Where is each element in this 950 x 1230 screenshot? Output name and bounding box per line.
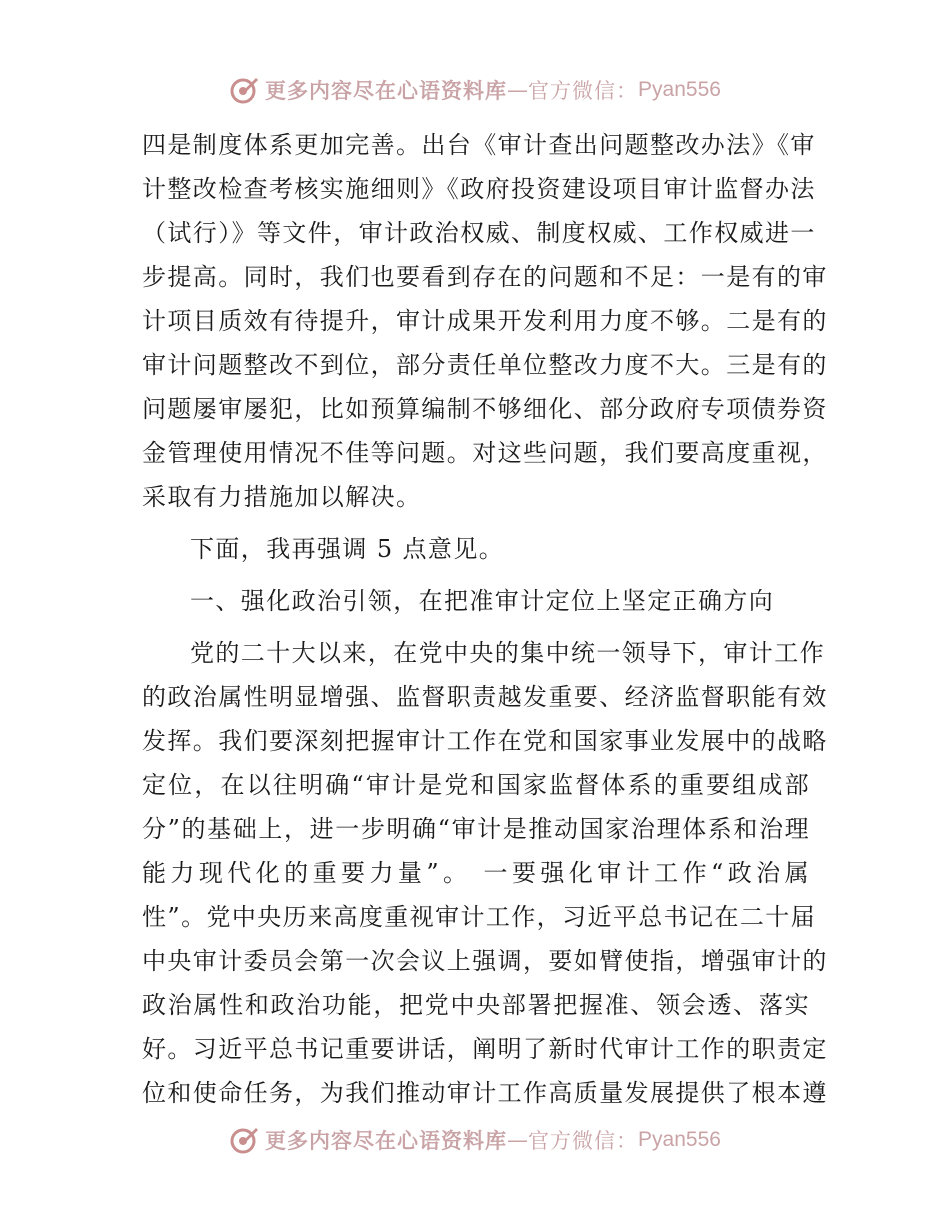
pen-logo-icon: [229, 75, 259, 105]
footer-official-label: 官方微信：: [528, 1129, 639, 1153]
footer-account-id: Pyan556: [638, 1128, 721, 1151]
paragraph-2: 下面，我再强调 5 点意见。: [190, 535, 505, 563]
text-line: 问题屡审屡犯，比如预算编制不够细化、部分政府专项债券资: [142, 395, 828, 423]
footer-watermark: [0, 1120, 950, 1160]
text-line: 好。习近平总书记重要讲话，阐明了新时代审计工作的职责定: [142, 1035, 828, 1063]
text-line: 审计问题整改不到位，部分责任单位整改力度不大。三是有的: [142, 351, 828, 379]
text-line: 定位，在以往明确“审计是党和国家监督体系的重要组成部: [142, 771, 810, 799]
section-heading: 一、强化政治引领，在把准审计定位上坚定正确方向: [190, 587, 775, 615]
text-line: 中央审计委员会第一次会议上强调，要如臂使指，增强审计的: [142, 947, 828, 975]
paragraph-4: [142, 631, 828, 1115]
text-line: 金管理使用情况不佳等问题。对这些问题，我们要高度重视，: [142, 439, 828, 467]
text-line: 政治属性和政治功能，把党中央部署把握准、领会透、落实: [142, 991, 810, 1019]
text-line: 采取有力措施加以解决。: [142, 483, 422, 511]
text-line: 步提高。同时，我们也要看到存在的问题和不足：一是有的审: [142, 263, 828, 291]
paragraph-1: [142, 123, 828, 519]
header-official-label: 官方微信：: [528, 79, 639, 103]
footer-dash: —: [507, 1128, 529, 1152]
text-line: 性”。党中央历来高度重视审计工作，习近平总书记在二十届: [142, 903, 817, 931]
header-dash: —: [507, 78, 529, 102]
document-body: [142, 123, 828, 1115]
header-watermark: [0, 70, 950, 110]
text-line: 分”的基础上，进一步明确“审计是推动国家治理体系和治理: [142, 815, 810, 843]
text-line: 位和使命任务，为我们推动审计工作高质量发展提供了根本遵: [142, 1079, 828, 1107]
text-line: 能力现代化的重要力量”。 一要强化审计工作“政治属: [142, 859, 810, 887]
pen-logo-icon: [229, 1125, 259, 1155]
text-line: 四是制度体系更加完善。出台《审计查出问题整改办法》《审: [142, 131, 816, 159]
text-line: 的政治属性明显增强、监督职责越发重要、经济监督职能有效: [142, 683, 828, 711]
text-line: 发挥。我们要深刻把握审计工作在党和国家事业发展中的战略: [142, 727, 828, 755]
text-line: （试行）》等文件，审计政治权威、制度权威、工作权威进一: [142, 219, 816, 247]
footer-brand-text: 更多内容尽在心语资料库: [265, 1128, 508, 1153]
header-brand-text: 更多内容尽在心语资料库: [265, 78, 508, 103]
text-line: 计项目质效有待提升，审计成果开发利用力度不够。二是有的: [142, 307, 828, 335]
text-line: 党的二十大以来，在党中央的集中统一领导下，审计工作: [190, 639, 825, 667]
header-account-id: Pyan556: [638, 78, 721, 101]
text-line: 计整改检查考核实施细则》《政府投资建设项目审计监督办法: [142, 175, 816, 203]
